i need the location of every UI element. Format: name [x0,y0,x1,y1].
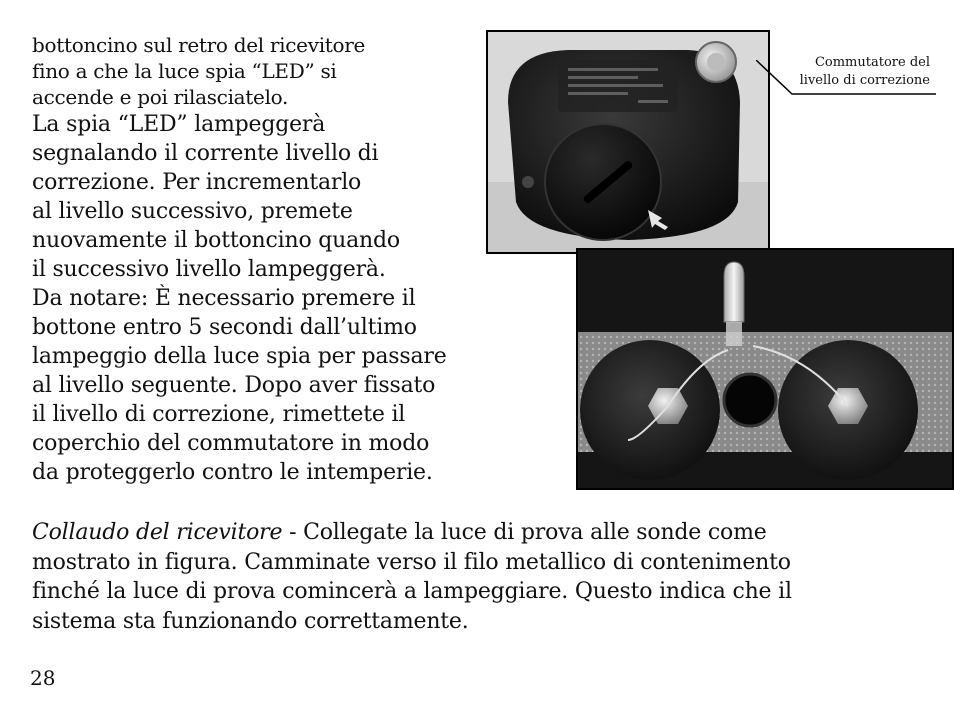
test-paragraph [32,518,932,636]
text-span: - Collegate la luce di prova alle sonde come [282,520,767,545]
text-line: coperchio del commutatore in modo [32,431,430,456]
text-line: mostrato in figura. Camminate verso il filo metallico di contenimento [32,549,791,575]
section-heading: Collaudo del ricevitore [32,520,283,545]
text-line: al livello successivo, premete [32,199,353,224]
text-line: il successivo livello lampeggerà. [32,257,386,282]
text-line: lampeggio della luce spia per passare [32,344,447,369]
receiver-illustration [488,32,768,252]
text-line: nuovamente il bottoncino quando [32,228,400,253]
text-line: sistema sta funzionando correttamente. [32,608,469,634]
test-light-illustration [578,250,952,488]
text-line: bottone entro 5 secondi dall’ultimo [32,315,417,340]
text-line: La spia “LED” lampeggerà [32,112,326,137]
intro-small-text [32,32,552,110]
callout-line: Commutatore del [814,55,930,70]
instruction-paragraph [32,110,552,487]
callout-line: livello di correzione [799,73,930,88]
text-line: al livello seguente. Dopo aver fissato [32,373,436,398]
text-line [32,518,932,548]
receiver-photo [486,30,770,254]
text-line: segnalando il corrente livello di [32,141,379,166]
text-line: da proteggerlo contro le intemperie. [32,460,433,485]
text-line: Da notare: È necessario premere il [32,286,416,311]
left-text-column [32,32,552,487]
text-line: il livello di correzione, rimettete il [32,402,406,427]
text-line: bottoncino sul retro del ricevitore [32,33,366,57]
page-number: 28 [30,666,56,690]
text-line: fino a che la luce spia “LED” si [32,59,337,83]
text-line: correzione. Per incrementarlo [32,170,362,195]
text-line: accende e poi rilasciatelo. [32,85,289,109]
switch-callout-label [770,54,930,90]
text-line: finché la luce di prova comincerà a lampeggiare. Questo indica che il [32,579,792,604]
test-light-photo [576,248,954,490]
